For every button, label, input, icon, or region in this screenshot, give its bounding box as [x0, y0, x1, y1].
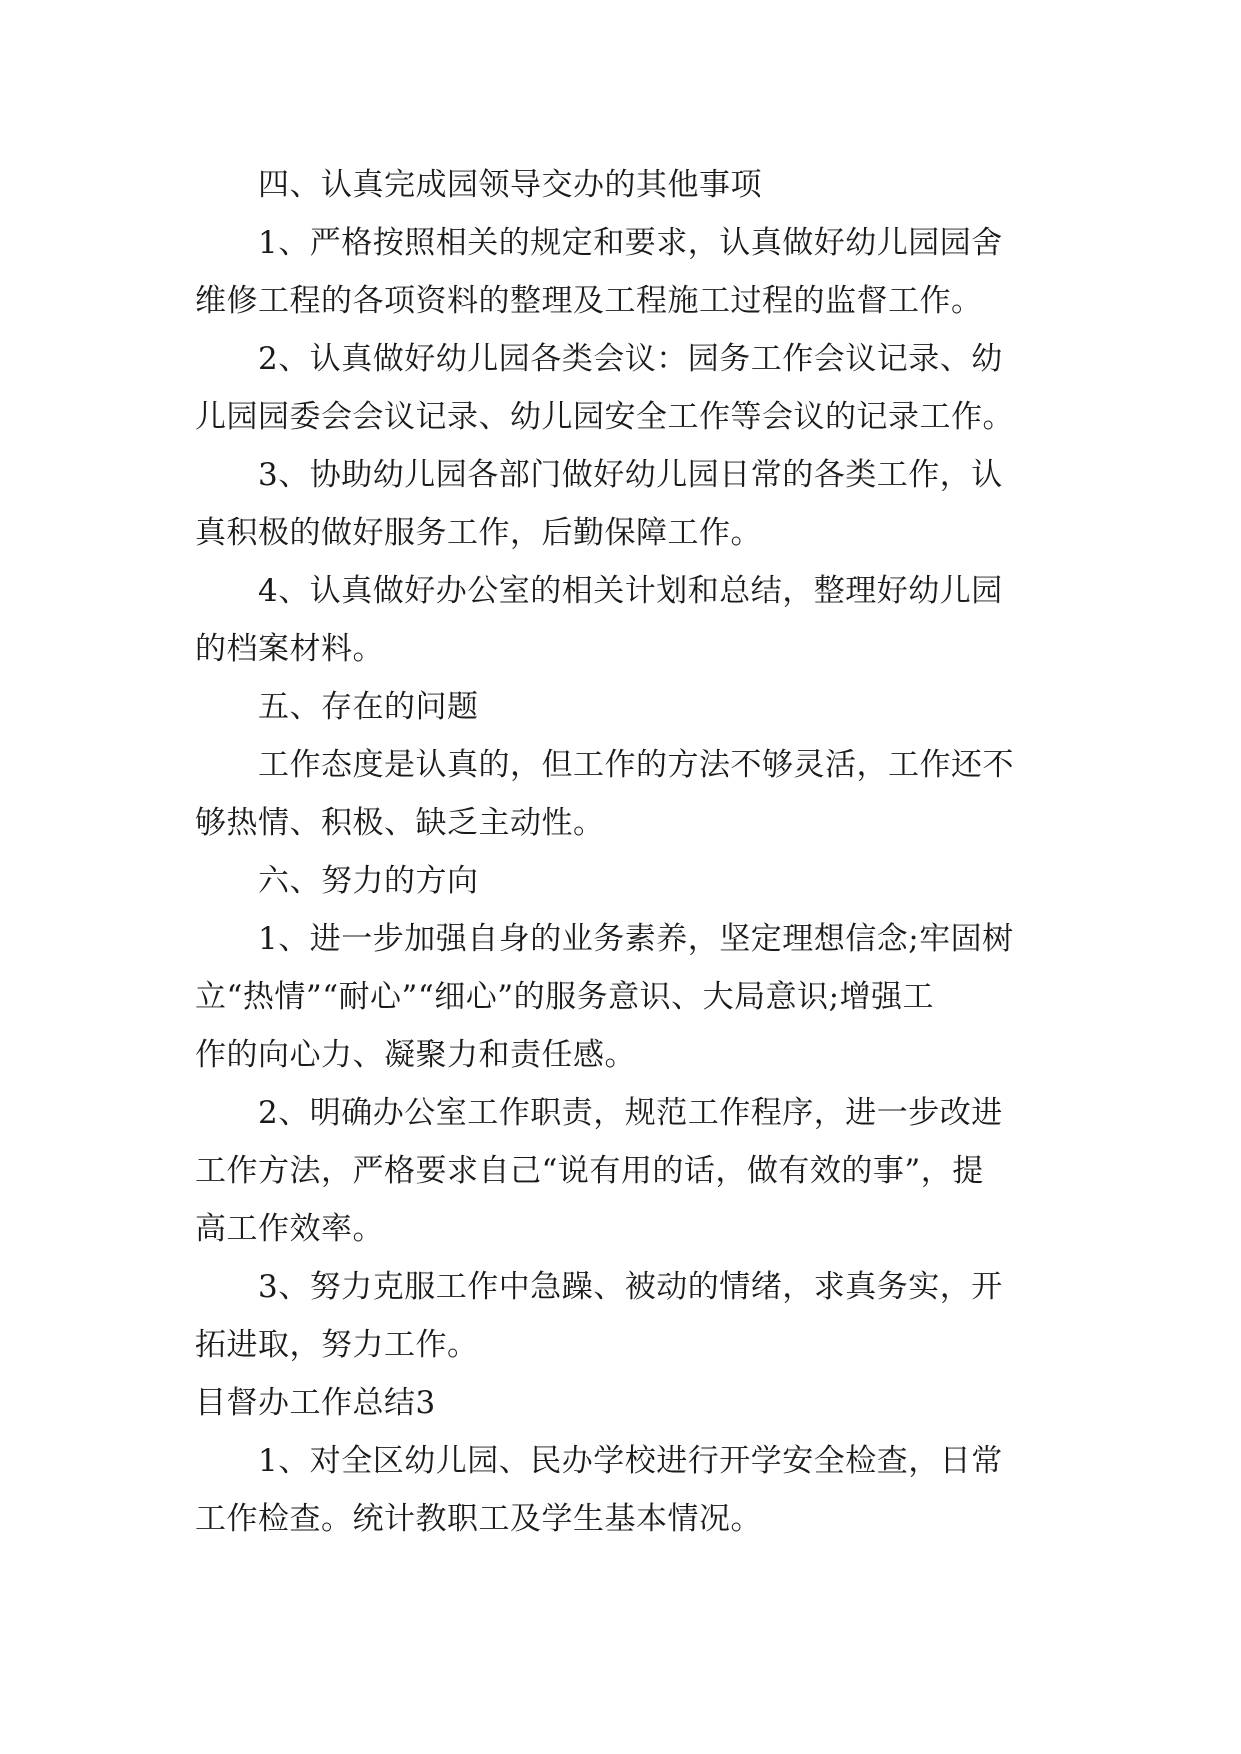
paragraph-line: 高工作效率。 — [195, 1211, 384, 1247]
paragraph-line: 工作态度是认真的，但工作的方法不够灵活，工作还不 — [258, 747, 1014, 783]
paragraph-line: 真积极的做好服务工作，后勤保障工作。 — [195, 515, 762, 551]
paragraph-line: 3、协助幼儿园各部门做好幼儿园日常的各类工作，认 — [258, 457, 1003, 493]
document-body — [195, 156, 1055, 1548]
paragraph-line: 2、认真做好幼儿园各类会议：园务工作会议记录、幼 — [258, 341, 1003, 377]
section-heading-five: 五、存在的问题 — [258, 689, 479, 725]
paragraph-line: 1、严格按照相关的规定和要求，认真做好幼儿园园舍 — [258, 225, 1003, 261]
paragraph-line: 工作检查。统计教职工及学生基本情况。 — [195, 1501, 762, 1537]
paragraph-line: 作的向心力、凝聚力和责任感。 — [195, 1037, 636, 1073]
paragraph-line: 立“热情”“耐心”“细心”的服务意识、大局意识;增强工 — [195, 979, 935, 1015]
paragraph-line: 儿园园委会会议记录、幼儿园安全工作等会议的记录工作。 — [195, 399, 1014, 435]
summary-title: 目督办工作总结3 — [195, 1385, 436, 1421]
paragraph-line: 1、进一步加强自身的业务素养，坚定理想信念;牢固树 — [258, 921, 1014, 957]
paragraph-line: 1、对全区幼儿园、民办学校进行开学安全检查，日常 — [258, 1443, 1003, 1479]
paragraph-line: 3、努力克服工作中急躁、被动的情绪，求真务实，开 — [258, 1269, 1003, 1305]
paragraph-line: 够热情、积极、缺乏主动性。 — [195, 805, 605, 841]
section-heading-four: 四、认真完成园领导交办的其他事项 — [258, 167, 762, 203]
paragraph-line: 拓进取，努力工作。 — [195, 1327, 479, 1363]
paragraph-line: 2、明确办公室工作职责，规范工作程序，进一步改进 — [258, 1095, 1003, 1131]
paragraph-line: 4、认真做好办公室的相关计划和总结，整理好幼儿园 — [258, 573, 1003, 609]
paragraph-line: 工作方法，严格要求自己“说有用的话，做有效的事”，提 — [195, 1153, 984, 1189]
paragraph-line: 维修工程的各项资料的整理及工程施工过程的监督工作。 — [195, 283, 983, 319]
paragraph-line: 的档案材料。 — [195, 631, 384, 667]
section-heading-six: 六、努力的方向 — [258, 863, 479, 899]
